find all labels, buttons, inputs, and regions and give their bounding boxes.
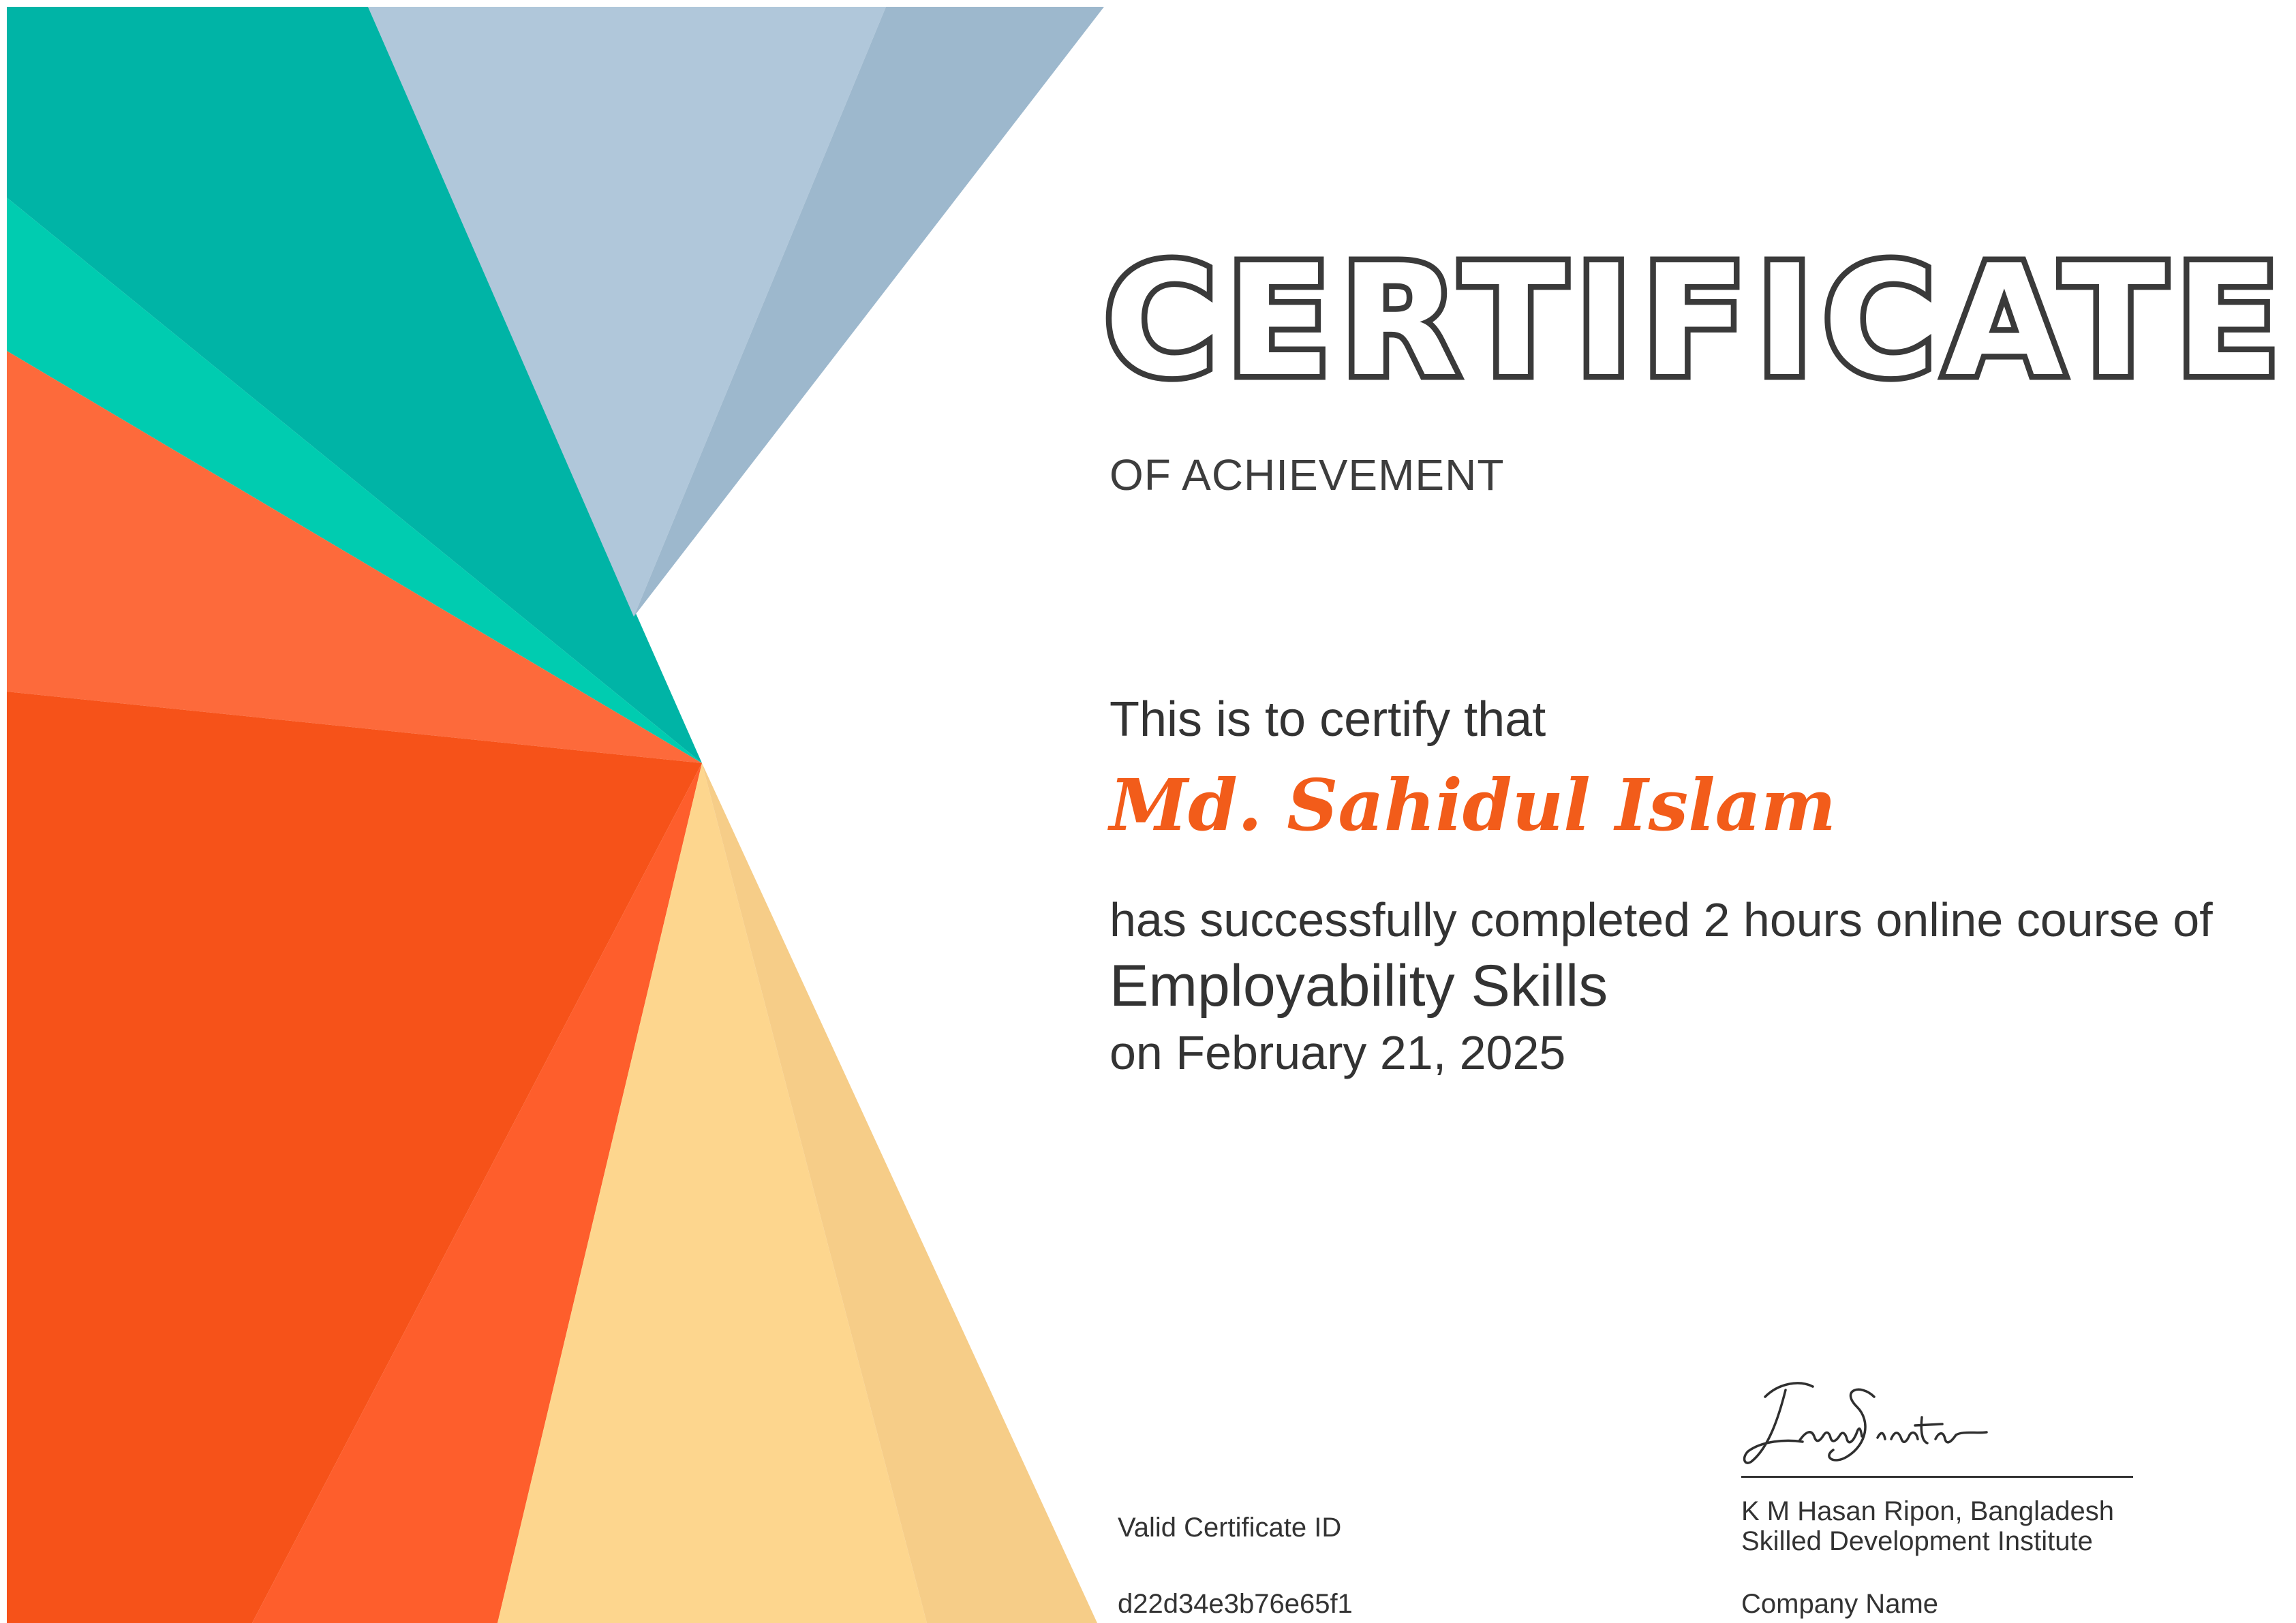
signatory-name-title: K M Hasan Ripon, Bangladesh Skilled Development Institute: [1741, 1496, 2114, 1556]
completion-date: on February 21, 2025: [1109, 1026, 1566, 1079]
certificate-id-label: Valid Certificate ID: [1118, 1513, 1342, 1543]
signature-line: [1741, 1476, 2133, 1478]
completion-statement: has successfully completed 2 hours online course of: [1109, 893, 2213, 946]
certify-statement: This is to certify that: [1109, 692, 1546, 747]
certificate-title: CERTIFICATE: [1104, 232, 2290, 411]
course-name: Employability Skills: [1109, 953, 1608, 1019]
handwritten-signature: [1738, 1376, 1997, 1479]
recipient-name: Md. Sahidul Islam: [1109, 763, 1837, 847]
company-name-label: Company Name: [1741, 1589, 1939, 1619]
certificate-subtitle: OF ACHIEVEMENT: [1109, 450, 1505, 499]
certificate-id-value: d22d34e3b76e65f1: [1118, 1589, 1353, 1619]
